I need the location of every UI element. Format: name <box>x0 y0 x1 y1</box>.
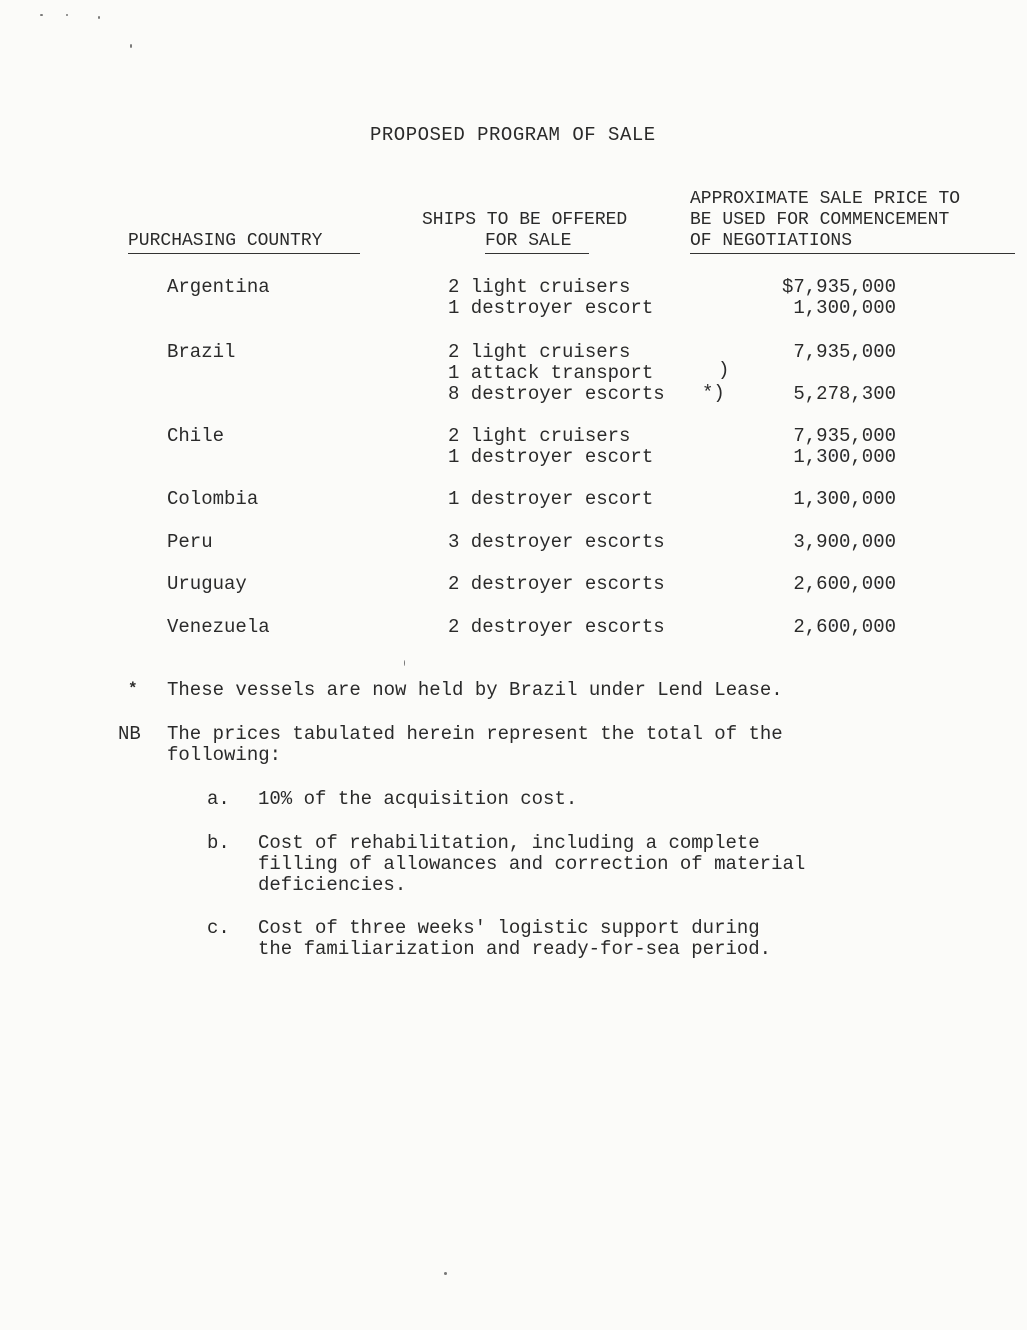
nb-label: NB <box>118 723 141 745</box>
document-title: PROPOSED PROGRAM OF SALE <box>370 124 656 146</box>
nb-item-letter: b. <box>207 832 230 854</box>
row-country-argentina: Argentina <box>167 276 270 298</box>
nb-item-text: the familiarization and ready-for-sea period. <box>258 938 772 960</box>
row-price: $7,935,000 <box>781 276 896 298</box>
row-country-venezuela: Venezuela <box>167 616 270 638</box>
row-price: 1,300,000 <box>793 297 896 319</box>
header-ships-line2: FOR SALE <box>485 231 572 251</box>
nb-item-text: deficiencies. <box>258 874 407 896</box>
row-ship-item: 1 destroyer escort <box>448 488 654 510</box>
row-country-peru: Peru <box>167 531 213 553</box>
row-price: 1,300,000 <box>793 446 896 468</box>
row-country-chile: Chile <box>167 425 225 447</box>
footnote-bracket-mark: *) <box>702 382 725 404</box>
row-ship-item: 1 destroyer escort <box>448 446 654 468</box>
footnote-text: These vessels are now held by Brazil under Lend Lease. <box>167 679 783 701</box>
row-ship-item: 2 light cruisers <box>448 425 631 447</box>
header-price-line3: OF NEGOTIATIONS <box>690 231 853 251</box>
row-ship-item: 1 attack transport <box>448 362 654 384</box>
nb-text-line2: following: <box>167 744 282 766</box>
header-purchasing-country: PURCHASING COUNTRY <box>128 231 323 251</box>
nb-item-text: Cost of rehabilitation, including a complete <box>258 832 760 854</box>
row-ship-item: 3 destroyer escorts <box>448 531 665 553</box>
nb-item-text: filling of allowances and correction of material <box>258 853 806 875</box>
nb-item-letter: c. <box>207 917 230 939</box>
row-price: 3,900,000 <box>793 531 896 553</box>
header-price-line1: APPROXIMATE SALE PRICE TO <box>690 189 961 209</box>
bracket-mark: ) <box>718 359 730 381</box>
row-country-colombia: Colombia <box>167 488 259 510</box>
row-ship-item: 2 destroyer escorts <box>448 573 665 595</box>
header-ships-underline <box>485 253 589 254</box>
header-price-line2: BE USED FOR COMMENCEMENT <box>690 210 950 230</box>
header-price-underline <box>690 253 1015 254</box>
row-price: 1,300,000 <box>793 488 896 510</box>
row-price: 2,600,000 <box>793 616 896 638</box>
row-price: 7,935,000 <box>793 425 896 447</box>
footnote-marker: * <box>128 680 138 698</box>
row-ship-item: 8 destroyer escorts <box>448 383 665 405</box>
nb-text-line1: The prices tabulated herein represent the total of the <box>167 723 783 745</box>
row-ship-item: 1 destroyer escort <box>448 297 654 319</box>
row-ship-item: 2 light cruisers <box>448 341 631 363</box>
nb-item-text: 10% of the acquisition cost. <box>258 788 578 810</box>
row-ship-item: 2 light cruisers <box>448 276 631 298</box>
row-price: 7,935,000 <box>793 341 896 363</box>
row-country-brazil: Brazil <box>167 341 236 363</box>
header-ships-line1: SHIPS TO BE OFFERED <box>422 210 628 230</box>
nb-item-text: Cost of three weeks' logistic support during <box>258 917 760 939</box>
row-price: 2,600,000 <box>793 573 896 595</box>
row-price: 5,278,300 <box>793 383 896 405</box>
row-country-uruguay: Uruguay <box>167 573 247 595</box>
row-ship-item: 2 destroyer escorts <box>448 616 665 638</box>
header-country-underline <box>128 253 360 254</box>
nb-item-letter: a. <box>207 788 230 810</box>
